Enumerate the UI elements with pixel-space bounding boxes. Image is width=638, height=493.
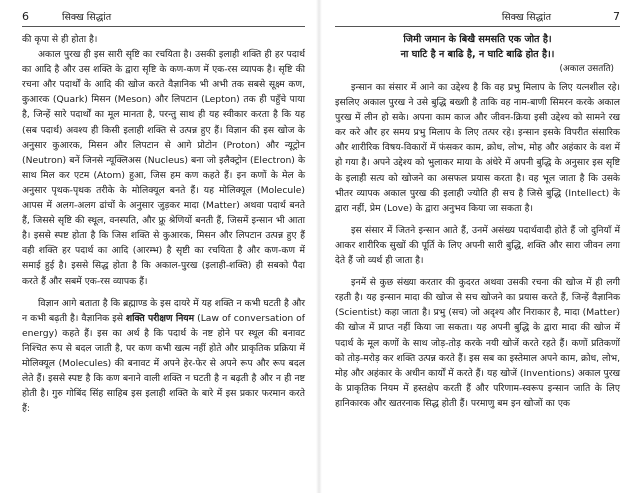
right-running-title: सिक्ख सिद्धांत (501, 11, 551, 23)
right-page (319, 0, 638, 493)
left-paragraph-3-before: विज्ञान आगे बताता है कि ब्रह्माण्ड के इस दायरे में यह शक्ति न कभी घटती है और न कभी बढ़ती है। वैज्ञानिक इसे (22, 297, 305, 324)
scripture-quote-line-2: ना घाटि है न बाढि है, न घाटि बाढि होत है।। (400, 49, 555, 60)
right-paragraph-3: इनमें से कुछ संख्या करतार की कुदरत अथवा उसकी रचना की खोज में ही लगी रहती है। यह इन्सान मादा की खोज से सच खोजने का प्रयास करते हैं, जिन्हें वैज्ञानिक (Scientist) कहा जाता है। प्रभु (सच) जो अदृश्य और निराकार है, मादा (Matter) की खोज में प्राप्त नहीं किया जा सकता। यह अपनी बुद्धि के द्वारा मादा की खोज में पदार्थ के मूल कणों के साथ जोड़-तोड़ करके नयी खोजें करते रहते हैं। कणों प्रतिकणों को तोड़-मरोड़ कर शक्ति उत्पन्न करते हैं। इस सब का इस्तेमाल अपने काम, क्रोध, लोभ, मोह और अहंकार के अधीन कार्यों में करते हैं। यह खोजें (Inventions) अकाल पुरख के प्राकृतिक नियम में हस्तक्षेप करती हैं और परिणाम-स्वरूप इन्सान जाति के लिए हानिकारक और खतरनाक सिद्ध होती हैं। परमाणु बम इन खोजों का एक (335, 277, 620, 409)
left-paragraph-3-after: (Law of conversation of energy) कहते हैं। इस का अर्थ है कि पदार्थ के नष्ट होने पर स्थूल की बनावट निश्चित रूप से बदल जाती है, पर कण कभी खत्म नहीं होते और प्राकृतिक प्रक्रिया में मोलिक्यूल (Molecules) की बनावट में अपने हेर-फेर से अपने रूप और रूप बदल लेते हैं। इससे स्पष्ट है कि कण बनाने वाली शक्ति न घटती है न बढ़ती है और न ही नष्ट होती है। गुरु गोबिंद सिंह साहिब इस इलाही शक्ति के बारे में इस प्रकार फरमान करते हैं: (22, 312, 305, 415)
left-paragraph-2: अकाल पुरख ही इस सारी सृष्टि का रचयिता है। उसकी इलाही शक्ति ही हर पदार्थ का आदि है और उस शक्ति के द्वारा सृष्टि के कण-कण में एक-रस व्यापक है। सृष्टि की रचना और पदार्थों के आदि की खोज करते वैज्ञानिक भी अभी तक सबसे सूक्ष्म कण, कुआरक (Quark) मिसन (Meson) और लिपटान (Lepton) तक ही पहुँचे पाया है, जिन्हें सारे पदार्थों का मूल मानता है, परन्तु साथ ही यह स्वीकार करता है कि यह (सब पदार्थ) अवश्य ही किसी इलाही शक्ति से उत्पन्न हुए हैं। विज्ञान की इस खोज के अनुसार कुआरक, मिसन और लिपटान से आगे प्रोटोन (Proton) और न्यूट्रोन (Neutron) बनें जिनसे न्यूक्लिअस (Nucleus) बना जो इलैक्ट्रोन (Electron) के साथ मिल कर एटम (Atom) हुआ, जिस हम कण कहते हैं। इन कणों के मेल के अनुसार पृथक-पृथक तरीके के मोलिक्यूल बनते हैं। यह मोलिक्यूल (Molecule) आपस में अलग-अलग ढांचों के अनुसार जुड़कर मादा (Matter) अथवा पदार्थ बनते हैं, जिससे सृष्टि की स्थूल, वनस्पति, और फ़्रू श्रेणियों बनती हैं, जिसमें इन्सान भी आता है। इससे स्पष्ट होता है कि जिस शक्ति से कुआरक, मिसन और लिपटान उत्पन्न हुए हैं वही शक्ति हर पदार्थ का आदि (आरम्भ) है सृष्टी का रचयिता है और कण-कण में समाई हुई है। इससे सिद्ध होता है कि अकाल-पुरख (इलाही-शक्ति) ही सबको पैदा करते हैं और सबमें एक-रस व्यापक हैं। (22, 49, 305, 287)
right-running-head (335, 6, 620, 27)
left-running-head (22, 6, 305, 27)
right-paragraph-2: इस संसार में जितने इन्सान आते हैं, उनमें असंख्य पदार्थवादी होते हैं जो दुनियाँ में आकर शारीरिक सुखों की पूर्ति के लिए अपनी सारी बुद्धि, शक्ति और सारा जीवन लगा देते हैं जो व्यर्थ ही जाता है। (335, 224, 620, 267)
right-paragraph-1: इन्सान का संसार में आने का उद्देश्य है कि वह प्रभु मिलाप के लिए यत्नशील रहे। इसलिए अकाल पुरख ने उसे बुद्धि बख्शी है ताकि वह नाम-बाणी सिमरन करके अकाल पुरख में लीन हो सके। अपना काम काज और जीवन-क्रिया इसी उद्देश्य को सामने रख कर करे और हर समय प्रभु मिलाप के लिए तत्पर रहे। इन्सान इसके विपरीत संसारिक और शारीरिक विषय-विकारों में फंसकर काम, क्रोध, लोभ, मोह और अहंकार के वश में हो गया है। अपने उद्देश्य को भुलाकर माया के अंधेरे में अपनी बुद्धि के अनुसार इस सृष्टि के इलाही सत्य को खोजने का असफल प्रयास करता है। वह भूल जाता है कि उसके भीतर व्यापक अकाल पुरख की इलाही ज्योति ही सच है जिसे बुद्धि (Intellect) के द्वारा नहीं, प्रेम (Love) के द्वारा अनुभव किया जा सकता है। (335, 82, 620, 214)
left-paragraph-1: की कृपा से ही होता है। (22, 34, 98, 45)
quote-source: (अकाल उसतति) (559, 64, 614, 74)
left-running-title: सिक्ख सिद्धांत (62, 11, 112, 23)
law-term-bold: शक्ति परीक्षण नियम (125, 312, 195, 324)
scripture-quote-line-1: जिमी जमान के बिखै समसति एक जोत है। (403, 34, 552, 45)
right-page-number: 7 (613, 9, 620, 23)
left-paragraph-3 (22, 296, 305, 417)
left-page-number: 6 (22, 9, 29, 23)
